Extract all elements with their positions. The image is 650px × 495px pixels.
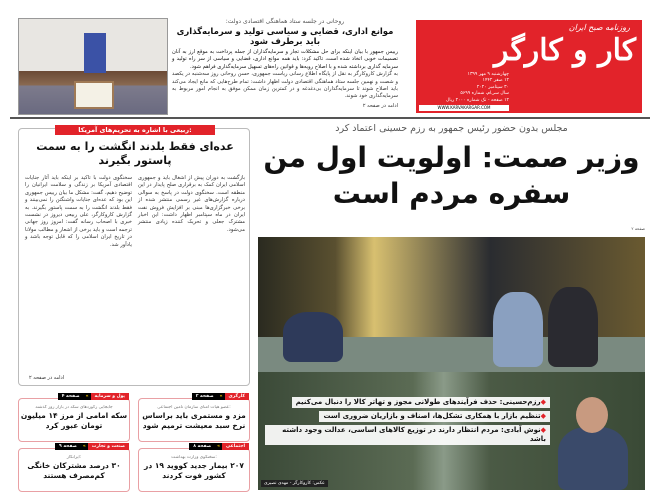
teaser-social[interactable] bbox=[138, 444, 250, 492]
main-page-ref: صفحه ۲ bbox=[631, 226, 645, 231]
page-label: صفحه ۸ bbox=[189, 443, 215, 450]
teaser-headline: مزد و مستمری باید براساس نرخ سبد معیشت ترمیم شود bbox=[142, 411, 246, 430]
teaser-kicker: ایرانگاز: bbox=[66, 455, 82, 460]
section-label: اجتماعی bbox=[222, 443, 249, 450]
person bbox=[493, 292, 543, 367]
teaser-label bbox=[192, 393, 249, 400]
diamond-icon: ◆ bbox=[540, 426, 546, 434]
top-story-body: به گزارش کارو‌کارگر به نقل از پایگاه اطلاع رسانی ریاست جمهوری، حسن روحانی روز سه‌شنبه در یکصد و شصت و نهمین جلسه ستاد هماهنگی اقتصادی دولت اظهار داشت: تمام طرح‌هایی که مانع ایجاد می‌کند باید اصلاح شوند تا سرمایه‌گذاران بی‌دغدغه و در کمترین زمان ممکن موفق به انجام امور مربوط به سرمایه‌گذاری خود شوند. bbox=[172, 71, 398, 100]
main-headline-line-1: وزیر صمت: اولویت اول من bbox=[263, 141, 640, 174]
teaser-label bbox=[189, 443, 249, 450]
side-story-headline[interactable]: عده‌ای فقط بلدند انگشت را به سمت پاستور بگیرند bbox=[36, 140, 234, 167]
side-story-tab: ربیعی با اشاره به تحریم‌های آمریکا: bbox=[55, 125, 215, 135]
teaser-headline: ۲۰۷ بیمار جدید کووید ۱۹ در کشور فوت کردند bbox=[144, 461, 244, 480]
main-headline-line-2: سفره مردم است bbox=[332, 177, 571, 210]
page-label: صفحه ۹ bbox=[55, 443, 81, 450]
top-story-kicker: روحانی در جلسه ستاد هماهنگی اقتصادی دولت: bbox=[225, 18, 345, 25]
side-story-col-left: بازگشت به دوران پیش از اشغال باید و جمهوری اسلامی ایران کمک به برقراری صلح پایدار در این منطقه است. سخنگوی دولت در پاسخ به سوالی درباره گزارش‌های غیر رسمی منتشر شده از برخی خبرگزاری‌ها مبنی بر افزایش فروش نفت ایران در ماه سپتامبر اظهار داشت: این اخبار مشترک جعلی و تحریک کننده زیادی منتشر می‌شود. bbox=[138, 175, 245, 233]
teaser-labor[interactable] bbox=[138, 394, 250, 442]
side-story-col-right: سخنگوی دولت با تاکید بر اینکه باید آثار جنایات اقتصادی آمریکا بر زندگی و سلامت ایرانیان را توضیح دهیم، گفت: مشکل ما بیان رییس جمهوری این بود که عده‌ای جنایات واشنگتن را نمی‌بینند و فقط بلدند انگشت را به سمت پاستور بگیرند. به گزارش کارو‌کارگر، علی ربیعی دیروز در نشست خبری با اصحاب رسانه گفت: امروز روز جهانی ترجمه است و باید برخی از اشعار و مطالب مولانا در تاریخ ایران اسلامی را که قابل توجه باشد و یادآور شد. bbox=[25, 175, 132, 248]
photo-credit: عکس: کارو‌کارگر - مهدی نصیری bbox=[261, 480, 328, 487]
minister-head bbox=[576, 397, 608, 433]
issue-number: سال سی‌ام، شماره ۵۶۹۹ bbox=[460, 91, 509, 97]
issue-info bbox=[419, 72, 509, 104]
teaser-label bbox=[58, 393, 129, 400]
section-label: پول و سرمایه bbox=[91, 393, 129, 400]
side-story-columns bbox=[25, 175, 245, 249]
section-label: صنعت و تجارت bbox=[88, 443, 129, 450]
top-story[interactable] bbox=[172, 18, 398, 109]
person bbox=[283, 312, 343, 362]
issue-date-hijri: ۱۲ صفر ۱۴۴۲ bbox=[482, 78, 509, 84]
flag-panel bbox=[84, 33, 106, 73]
bullet-list bbox=[265, 397, 550, 445]
page-label: صفحه ۲ bbox=[192, 393, 218, 400]
teaser-kicker: عضو هیات امنای سازمان تامین اجتماعی: bbox=[157, 405, 231, 410]
side-story[interactable] bbox=[18, 128, 250, 386]
diamond-icon: ◆ bbox=[540, 412, 546, 420]
tagline: روزنامه صبح ایران bbox=[568, 23, 630, 32]
main-kicker: مجلس بدون حضور رئیس جمهور به رزم حسینی اعتماد کرد bbox=[335, 123, 568, 134]
parliament-photo bbox=[258, 237, 645, 490]
teaser-money[interactable] bbox=[18, 394, 130, 442]
issue-date: چهارشنبه ۹ مهر ۱۳۹۹ bbox=[467, 72, 509, 77]
top-story-lead: رییس جمهور با بیان اینکه برای حل مشکلات تجار و سرمایه‌گذاران از جمله پرداخت به موقع ارز به آنان تصمیمات خوبی اتخاذ شده است، تاکید کرد: باید همه موانع اداری، قضایی و سیاسی از سر راه تولید و سرمایه گذاری برداشته شده و با اصلاح رویه‌ها و قوانین راه‌های تسهیل سرمایه‌گذاری فراهم شود. bbox=[172, 49, 398, 70]
section-label: کارگری bbox=[225, 393, 249, 400]
divider bbox=[10, 117, 650, 119]
screen bbox=[74, 81, 114, 109]
bullet-2 bbox=[319, 411, 550, 422]
cabinet-meeting-photo bbox=[18, 18, 168, 115]
bullet-text: رزم‌حسینی: حذف فرآیندهای طولانی مجوز و تهاتر کالا را دنبال می‌کنیم bbox=[295, 398, 541, 406]
chevron-icon: » bbox=[217, 444, 221, 449]
page-label: صفحه ۴ bbox=[58, 393, 84, 400]
website-link[interactable]: WWW.KARVAKARGAR.COM bbox=[419, 105, 509, 111]
chevron-icon: » bbox=[85, 394, 89, 399]
chevron-icon: » bbox=[219, 394, 223, 399]
minister bbox=[558, 427, 628, 490]
issue-date-gregorian: ۳۰ سپتامبر ۲۰۲۰ bbox=[476, 84, 509, 90]
teaser-label bbox=[55, 443, 129, 450]
issue-price: ۱۲ صفحه - تک شماره ۲۰۰۰ ریال bbox=[445, 97, 509, 103]
teaser-industry[interactable] bbox=[18, 444, 130, 492]
newspaper-logo: کار و کارگر bbox=[493, 33, 636, 68]
bullet-3 bbox=[265, 425, 550, 445]
bullet-text: نوش آبادی: مردم انتظار دارند در توزیع کالاهای اساسی، عدالت وجود داشته باشد bbox=[282, 426, 546, 443]
teaser-kicker: سخنگوی وزارت بهداشت: bbox=[171, 455, 217, 460]
teaser-headline: ۳۰ درصد مشترکان خانگی کم‌مصرف هستند bbox=[27, 461, 121, 480]
continued-ref[interactable]: ادامه در صفحه ۲ bbox=[362, 102, 398, 109]
bullet-1 bbox=[292, 397, 550, 408]
bullet-text: تنظیم بازار با همکاری تشکل‌ها، اصناف و بازاریان ضروری است bbox=[323, 412, 541, 420]
chevron-icon: » bbox=[82, 444, 86, 449]
masthead bbox=[416, 20, 642, 113]
diamond-icon: ◆ bbox=[540, 398, 546, 406]
teaser-headline: سکه امامی از مرز ۱۴ میلیون تومان عبور کرد bbox=[20, 411, 128, 430]
side-story-ref[interactable]: ادامه در صفحه ۲ bbox=[29, 375, 65, 381]
top-story-headline[interactable]: موانع اداری، قضایی و سیاسی تولید و سرمایه‌گذاری باید برطرف شود bbox=[176, 27, 394, 47]
main-headline[interactable] bbox=[258, 140, 645, 212]
person bbox=[548, 287, 598, 367]
teaser-kicker: جابجایی رکوردهای سکه در بازار روز گذشته bbox=[35, 405, 113, 410]
